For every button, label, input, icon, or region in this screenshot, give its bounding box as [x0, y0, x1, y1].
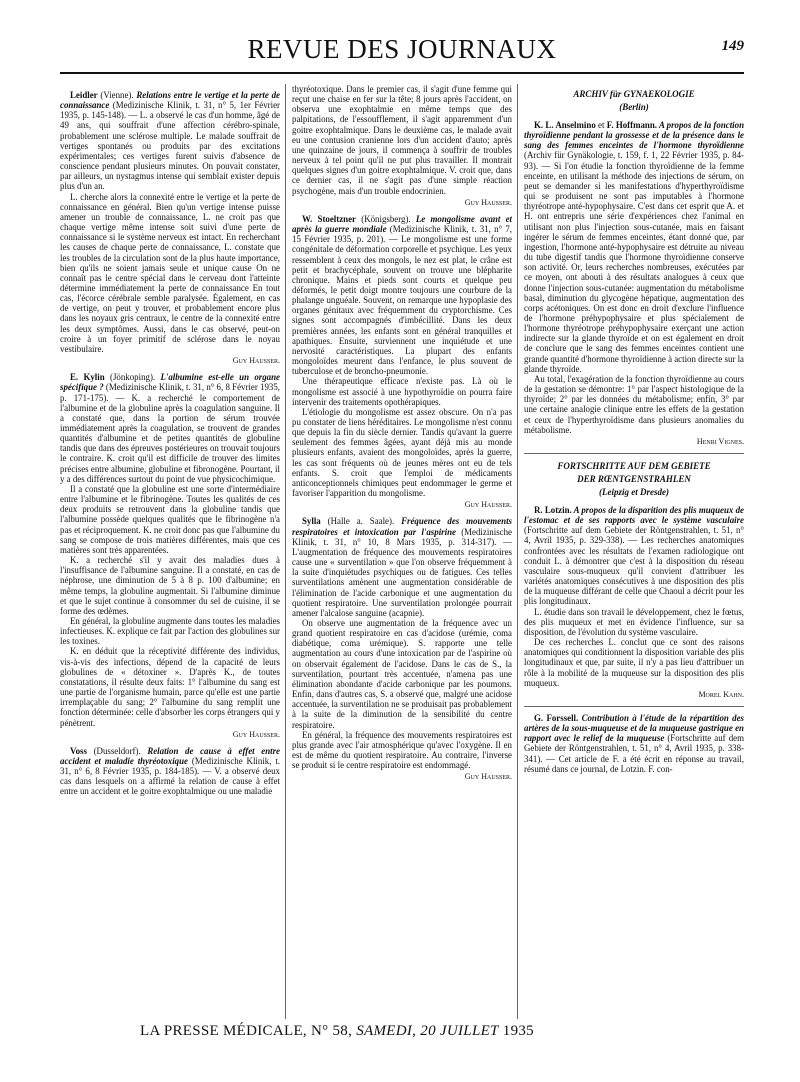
- article-author: G. Forssell.: [534, 712, 579, 723]
- column-1: [60, 84, 280, 797]
- column-divider: [285, 84, 286, 1019]
- article-paragraph: En général, la globuline augmente dans toutes les maladies infectieuses. K. explique ce fait par l'action des globulines sur les toxines.: [60, 615, 280, 647]
- article-body: [524, 505, 744, 607]
- article-signature: Guy Hausser.: [464, 500, 512, 510]
- article-signature: Guy Hausser.: [232, 729, 280, 739]
- article-kylin: [60, 372, 280, 740]
- article-text: (Medizinische Klinik, t. 31, n° 6, 8 Février 1935, p. 184-185). — V. a observé deux cas dans lesquels on a affirmé la relation de cause à effet entre un accident et le goitre exophtalmique ou une maladie: [60, 756, 281, 797]
- article-body: [292, 516, 512, 618]
- journal-name-cont: DER RŒNTGENSTRAHLEN: [577, 474, 691, 484]
- article-affiliation: (Königsberg).: [355, 213, 416, 224]
- page-header: [60, 34, 744, 70]
- journal-name: ARCHIV für GYNAEKOLOGIE: [573, 89, 695, 99]
- article-body: [524, 713, 744, 774]
- article-author: F. Hoffmann.: [606, 120, 658, 130]
- article-title: L'albumine est-elle un organe spécifique ?: [60, 372, 280, 393]
- article-author: W. Stoeltzner: [302, 213, 356, 224]
- article-text: (Fortschritte auf dem Gebiete der Röntgenstrahlen, t. 51, n° 4, Avril 1935, p. 338-341). — Cet article de F. a été écrit en réponse au travail, résumé dans ce journal, de Lotzin. F. con-: [524, 733, 744, 774]
- article-affiliation: (Halle a. Saale).: [320, 516, 402, 527]
- article-signature: Morel Kahn.: [698, 689, 744, 699]
- article-signature: Henri Vignes.: [696, 436, 744, 446]
- header-rule: [60, 72, 744, 74]
- article-author: Voss: [70, 745, 87, 756]
- section-divider: [524, 706, 744, 707]
- article-lotzin: [524, 505, 744, 700]
- column-divider: [517, 84, 518, 1019]
- page-footer: [140, 1023, 700, 1040]
- article-author: Sylla: [302, 516, 321, 527]
- footer-year: 1935: [502, 1023, 534, 1039]
- journal-city: (Berlin): [619, 102, 649, 112]
- journal-section-heading: [524, 460, 744, 499]
- article-anselmino: [524, 120, 744, 447]
- article-paragraph: En général, la fréquence des mouvements respiratoires est plus grande avec l'air atmosphérique qu'avec l'oxygène. Il en est de même du quotient respiratoire. Au contraire, l'inverse se produit si le centre respiratoire est endommagé.: [292, 729, 512, 771]
- article-paragraph: Il a constaté que la globuline est une sorte d'intermédiaire entre l'albumine et le fibrinogène. Toutes les qualités de ces deux produits se retrouvent dans la globuline tandis que l'albumine possède quelques qualités que le fibrinogène n'a pas et réciproquement. K. ne croit donc pas que l'albumine du sang se compose de trois matières différentes, mais que ces matières sont très apparentées.: [60, 483, 280, 555]
- article-paragraph: L. cherche alors la connexité entre le vertige et la perte de connaissance en général. Bien qu'un vertige intense puisse amener un trouble de connaissance, L. ne croit pas que chaque vertige même intense soit suivi d'une perte de connaissance si le système nerveux est intact. En recherchant les causes de chaque perte de connaissance, L. constate que les troubles de la circulation sont de la plus haute importance, bien qu'ils ne soient jamais seule et unique cause On ne connaît pas le centre spécial dans le cerveau dont l'atteinte détermine immédiatement la perte de connaissance En tout cas, l'écorce cérébrale semble paralysée. Également, en cas de vertige, on peut y trouver, et probablement encore plus dans les noyaux gris centraux, le centre de la connexité entre les deux symptômes. Aussi, dans le cas observé, peut-on croire à un foyer primitif de sclérose dans le noyau vestibulaire.: [60, 191, 280, 354]
- footer-journal: LA PRESSE MÉDICALE, N° 58,: [140, 1023, 353, 1039]
- article-body: [60, 90, 280, 192]
- article-voss: [60, 746, 280, 797]
- section-divider: [524, 453, 744, 454]
- article-continuation: thyréotoxique. Dans le premier cas, il s'agit d'une femme qui reçut une chaise en fer sur la tête; 8 jours après l'accident, on observa une exophtalmie en même temps que des palpitations, de l'essoufflement, il s'agit apparemment d'un goitre exophtalmique. Dans le deuxième cas, le malade avait eu une contusion cranienne lors d'un accident d'auto; après une quinzaine de jours, il commença à souffrir de troubles nerveux à tel point qu'il ne put plus travailler. Il montrait quelques signes d'un goitre exophtalmique. V. croit que, dans ce dernier cas, il ne s'agit pas d'une simple réaction psychogène, mais d'un trouble endocrinien.: [292, 84, 512, 196]
- article-body: [292, 214, 512, 377]
- article-title: A propos de la disparition des plis muqueux de l'estomac et de ses rapports avec le système vasculaire: [524, 505, 744, 526]
- article-conjunction: et: [595, 120, 607, 130]
- article-title: A propos de la fonction thyroïdienne pendant la grossesse et de la présence dans le sang des femmes enceintes de l'hormone thyroïdienne: [524, 120, 745, 151]
- article-author: R. Lotzin.: [534, 505, 572, 515]
- article-author: E. Kylin: [70, 372, 105, 383]
- journal-city: (Leipzig et Dresde): [599, 487, 669, 497]
- journal-section-title: REVUE DES JOURNAUX: [247, 34, 557, 64]
- article-stoeltzner: [292, 214, 512, 511]
- article-paragraph: L'étiologie du mongolisme est assez obscure. On n'a pas pu constater de liens héréditaires. Le mongolisme n'est connu que depuis la fin du siècle dernier. Tandis qu'avant la guerre seulement des femmes âgées, ayant déjà mis au monde plusieurs enfants, avaient des mongoloïdes, après la guerre, les cas sont fréquents où de jeunes mères ont eu de tels enfants. S. croit que l'emploi de médicaments anticonceptionnels chimiques peut endommager le germe et favoriser l'apparition du mongolisme.: [292, 406, 512, 499]
- column-2: [292, 84, 512, 788]
- article-title: Relation de cause à effet entre accident et maladie thyréotoxique: [60, 745, 280, 766]
- journal-name: FORTSCHRITTE AUF DEM GEBIETE: [557, 461, 711, 471]
- article-forssell: [524, 713, 744, 774]
- article-affiliation: (Jönkoping).: [104, 372, 161, 383]
- article-paragraph: K. a recherché s'il y avait des maladies dues à l'insuffisance de l'albumine sanguine. Il a constaté, en cas de néphrose, une diminution de 5 à 8 p. 100 d'albumine; en même temps, la globuline augmentait. Si l'albumine diminue et que le sujet continue à consommer du sel de cuisine, il se forme des œdèmes.: [60, 555, 280, 616]
- article-author: K. L. Anselmino: [534, 120, 596, 130]
- article-text: (Medizinische Klinik, t. 31, n° 10, 8 Mars 1935, p. 314-317). — L'augmentation de fréquence des mouvements respiratoires cause une « surventilation » que l'on observe fréquemment à la suite d'inquiétudes psychiques ou de fatigues. Ces telles surventilations amènent une augmentation considérable de l'élimination de l'acide carbonique et une augmentation du quotient respiratoire. Une surventilation prolongée pourrait amener l'alcalose sanguine (acapnie).: [292, 526, 512, 618]
- article-paragraph: De ces recherches L. conclut que ce sont des raisons anatomiques qui conditionnent la disposition variable des plis longitudinaux et que, par suite, il n'y a pas lieu d'attribuer un rôle à la mobilité de la muqueuse sur la disposition des plis muqueux.: [524, 637, 744, 688]
- article-body: [60, 746, 280, 797]
- page-number: 149: [721, 38, 744, 54]
- article-text: (Medizinische Klinik, t. 31, n° 6, 8 Février 1935, p. 171-175). — K. a recherché le comportement de l'albumine et de la globuline après la coagulation sanguine. Il a constaté que, dans la portion de sérum trouvée immédiatement après la coagulation, se trouvent de grandes quantités d'albumine et de petites quantités de globuline tandis que dans des épreuves postérieures on trouvait toujours le contraire. K. croit qu'il est difficile de trouver des limites précises entre albumine, globuline et fibronogène. Pourtant, il y a des différences surtout du point de vue physicochimique.: [60, 382, 280, 484]
- article-title: Fréquence des mouvements respiratoires et intoxication par l'aspirine: [292, 516, 512, 537]
- article-title: Relations entre le vertige et la perte de connaissance: [60, 90, 280, 111]
- journal-section-heading: [524, 88, 744, 114]
- footer-date: SAMEDI, 20 JUILLET: [356, 1023, 499, 1039]
- article-text: (Fortschritte auf dem Gebiete der Röntgenstrahlen, t. 51, n° 4, Avril 1935, p. 329-338). — Les recherches anatomiques confrontées avec les résultats de l'examen radiologique ont conduit L. à démontrer que c'est à la disposition du réseau vasculaire sous-muqueux qu'il convient d'attribuer les variétés anatomiques consécutives à une disposition des plis de la muqueuse différant de celle que Chaoul a décrit pour les plis longitudinaux.: [524, 525, 744, 607]
- article-paragraph: On observe une augmentation de la fréquence avec un grand quotient respiratoire en cas d'acidose (urémie, coma diabétique, coma urémique). S. rapporte une telle augmentation au cours d'une intoxication par de l'aspirine où on observait également de l'acidose. Dans le cas de S., la surventilation, pourtant très accentuée, n'amena pas une élimination abondante d'acide carbonique par les poumons. Enfin, dans d'autres cas, S. a observé que, malgré une acidose accentuée, la surventilation ne se produisait pas probablement à la suite de la diminution de la sensibilité du centre respiratoire.: [292, 617, 512, 730]
- article-title: Contribution à l'étude de la répartition des artères de la sous-muqueuse et de la muqueuse gastrique en rapport avec le relief de la muqueuse: [524, 712, 745, 744]
- article-affiliation: (Dusseldorf).: [86, 745, 148, 756]
- article-paragraph: K. en déduit que la réceptivité différente des individus, vis-à-vis des infections, dépend de la capacité de leurs globulines de « détoxiner ». D'après K., de toutes constatations, il résulte deux faits: 1° l'albumine du sang est une partie de l'organisme humain, parce qu'elle est une partie irremplaçable du sang; 2° l'albumine du sang remplit une fonction déterminée: celle d'absorber les corps étrangers qui y pénètrent.: [60, 646, 280, 728]
- article-leidler: [60, 90, 280, 366]
- article-paragraph: Une thérapeutique efficace n'existe pas. Là où le mongolisme est associé à une hypothyroïdie on pourra faire intervenir des traitements opothérapiques.: [292, 376, 512, 407]
- article-signature: Guy Hausser.: [464, 772, 512, 782]
- article-paragraph: Au total, l'exagération de la fonction thyroïdienne au cours de la gestation se démontre: 1° par l'aspect histologique de la thyroïde; 2° par les données du métabolisme; enfin, 3° par une certaine analogie clinique entre les effets de la gestation et ceux de l'hyperthyroïdisme dans plusieurs anomalies du métabolisme.: [524, 373, 744, 435]
- article-body: [60, 372, 280, 484]
- article-signature: Guy Hausser.: [232, 356, 280, 366]
- article-title: Le mongolisme avant et après la guerre mondiale: [292, 213, 512, 235]
- article-signature: Guy Hausser.: [464, 197, 512, 207]
- article-text: (Archiv für Gynäkologie, t. 159, f. 1, 22 Février 1935, p. 84-93). — Si l'on étudie la fonction thyroïdienne de la femme enceinte, en utilisant la méthode des injections de sérum, on peut se demander si les manifestations d'hyperthyroïdisme qui se produisent ne sont pas imputables à l'hormone thyréotrope anté-hypophysaire. C'est dans cet esprit que A. et H. ont entrepris une série d'expériences chez l'animal en utilisant non plus l'injection sous-cutanée, mais en faisant ingérer le sérum de femmes enceintes, étant donné que, par ingestion, l'hormone anté-hypophysaire est détruite au niveau du tube digestif tandis que l'hormone thyroïdienne conserve son activité. Or, leurs recherches nombreuses, exécutées par ce moyen, ont abouti à des résultats analogues à ceux que donne l'injection sous-cutanée: augmentation du métabolisme basal, diminution du glycogène hépatique, augmentation des corps acétoniques. On est donc en droit d'exclure l'influence de l'hormone préhypophysaire et plus spécialement de l'hormone thyréotrope préhypophysaire exerçant une action indirecte sur la glande thyroïde et on est également en droit de conclure que le sang des femmes enceintes contient une grande quantité d'hormone thyroïdienne à action directe sur la glande thyroïde.: [524, 150, 744, 374]
- article-paragraph: L. étudie dans son travail le développement, chez le fœtus, des plis muqueux et met en évidence l'influence, sur sa disposition, de l'évolution du système vasculaire.: [524, 606, 744, 637]
- column-3: [524, 84, 744, 774]
- article-affiliation: (Vienne).: [97, 90, 137, 100]
- article-text: (Medizinische Klinik, t. 31, n° 7, 15 Février 1935, p. 201). — Le mongolisme est une forme congénitale de déformation corporelle et psychique. Les yeux ressemblent à ceux des mongols, le nez est plat, le crâne est petit et brachycéphale, souvent on trouve une blépharite chronique. Mains et pieds sont courts et quelque peu déformés, le petit doigt montre toujours une courbure de la phalange unguéale. Souvent, on remarque une hypoplasie des organes génitaux avec fréquemment du cryptorchisme. Ces signes sont accompagnés d'imbécillité. Dans les deux premières années, les enfants sont en général tranquilles et apathiques. Ensuite, surviennent une inquiétude et une nervosité caractéristiques. La plupart des enfants mongoloïdes meurent dans l'enfance, le plus souvent de tuberculose et de broncho-pneumonie.: [292, 224, 512, 377]
- article-text: (Medizinische Klinik, t. 31, n° 5, 1er Février 1935, p. 145-148). — L. a observé le cas d'un homme, âgé de 49 ans, qui souffrait d'une affection cérébro-spinale, probablement une sclérose multiple. Le malade souffrait de vertiges spontanés ou produits par des excitations expérimentales; ces vertiges furent suivis d'absence de conscience pendant plusieurs minutes. On pouvait constater, par ailleurs, un nystagmus intense qui semblait exister depuis plus d'un an.: [60, 100, 280, 192]
- article-author: Leidler: [70, 90, 98, 100]
- article-sylla: [292, 516, 512, 782]
- article-body: [524, 120, 744, 374]
